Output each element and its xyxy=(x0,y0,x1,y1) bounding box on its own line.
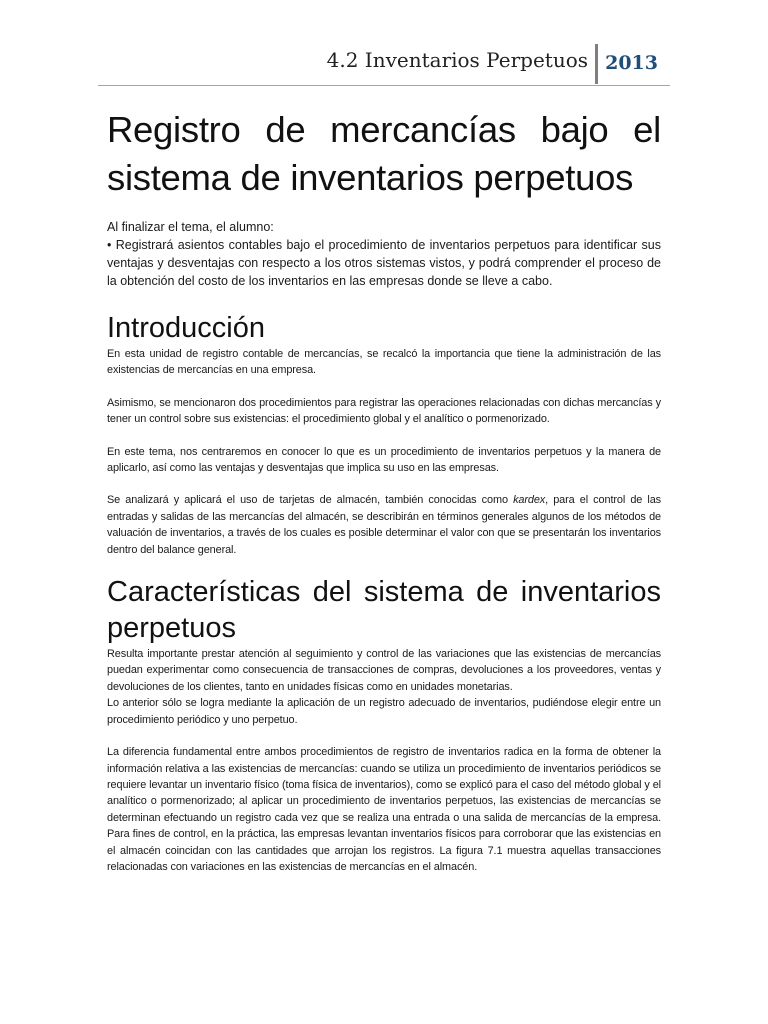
caract-paragraph-2: Lo anterior sólo se logra mediante la aplicación de un registro adecuado de inventarios, pudiéndose elegir entre un procedimiento periódico y uno perpetuo. xyxy=(107,697,661,726)
title-line-1: Registro de mercancías bajo el xyxy=(107,109,661,150)
intro-paragraph-3: En este tema, nos centraremos en conocer lo que es un procedimiento de inventarios perpetuos y la manera de aplicarlo, así como las ventajas y desventajas que implica su uso en las empresas. xyxy=(107,445,661,475)
caract-paragraph-1: Resulta importante prestar atención al seguimiento y control de las variaciones que las existencias de mercancías puedan experimentar como consecuencia de transacciones de compras, devoluciones a los proveedores, ventas y devoluciones de los clientes, tanto en unidades físicas como en unidades monetarias. xyxy=(107,648,661,693)
objectives-bullet: • Registrará asientos contables bajo el procedimiento de inventarios perpetuos para identificar sus ventajas y desventajas con respecto a los otros sistemas vistos, y podrá comprender el proceso de la obtención del costo de los inventarios en las empresas donde se lleve a cabo. xyxy=(107,238,661,288)
objectives-block xyxy=(107,218,661,290)
intro-paragraph-4-start: Se analizará y aplicará el uso de tarjetas de almacén, también conocidas como xyxy=(107,494,514,507)
caract-paragraph-3: La diferencia fundamental entre ambos procedimientos de registro de inventarios radica en la forma de obtener la información relativa a las existencias de mercancías: cuando se utiliza un procedimiento de inventarios periódicos se requiere levantar un inventario físico (toma física de inventarios), como se explicó para el caso del método global y el analítico o pormenorizado; al aplicar un procedimiento de inventarios perpetuos, las existencias de mercancías se determinan efectuando un registro cada vez que se realiza una entrada o una salida de mercancías de la empresa. Para fines de control, en la práctica, las empresas levantan inventarios físicos para corroborar que las existencias en el almacén coincidan con las cantidades que arrojan los registros. La figura 7.1 muestra aquellas transacciones relacionadas con variaciones en las existencias de mercancías en el almacén. xyxy=(107,746,661,873)
title-line-2: sistema de inventarios perpetuos xyxy=(107,157,634,198)
intro-paragraph-2: Asimismo, se mencionaron dos procedimientos para registrar las operaciones relacionadas con dichas mercancías y tener un control sobre sus existencias: el procedimiento global y el analítico o pormenorizado. xyxy=(107,396,661,426)
intro-paragraph-4 xyxy=(107,492,661,558)
header-title: 4.2 Inventarios Perpetuos xyxy=(326,48,588,72)
document-body xyxy=(107,106,661,875)
intro-paragraph-4-end: , para el control de las entradas y salidas de las mercancías del almacén, se describirán en términos generales algunos de los métodos de valuación de inventarios, a través de los cuales es posible determinar el valor con que se presentarán los inventarios dentro del balance general. xyxy=(107,494,661,556)
header-divider xyxy=(595,44,598,84)
kardex-term: kardex xyxy=(513,494,546,507)
header-year: 2013 xyxy=(605,52,658,74)
intro-paragraph-1: En esta unidad de registro contable de mercancías, se recalcó la importancia que tiene la administración de las existencias de mercancías en una empresa. xyxy=(107,348,661,377)
objectives-intro: Al finalizar el tema, el alumno: xyxy=(107,220,274,234)
section-heading-introduccion: Introducción xyxy=(107,312,265,344)
section-heading-caracteristicas: Características del sistema de inventarios perpetuos xyxy=(107,576,661,645)
document-title xyxy=(107,106,661,202)
page-header xyxy=(98,44,670,86)
